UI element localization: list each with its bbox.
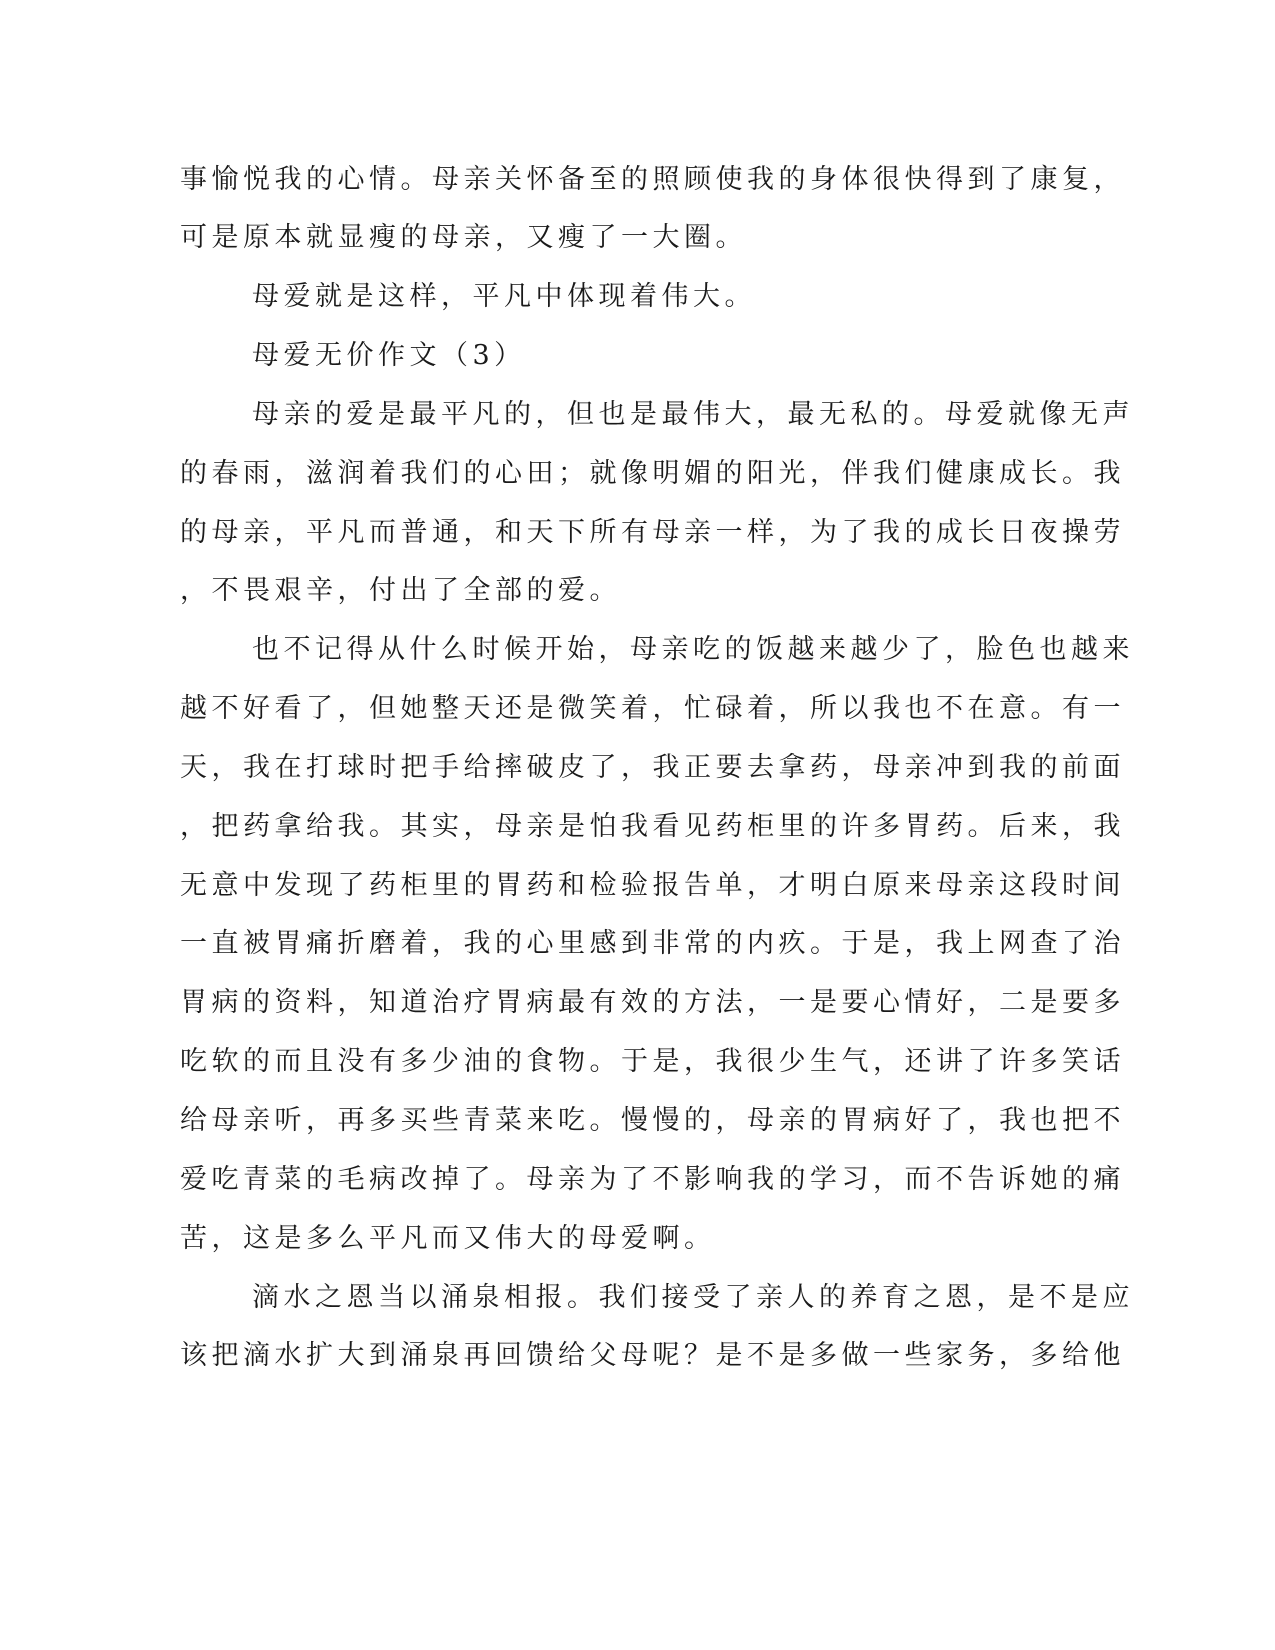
- text-line: 可是原本就显瘦的母亲，又瘦了一大圈。: [180, 222, 747, 253]
- text-line: 母亲的爱是最平凡的，但也是最伟大，最无私的。母爱就像无声: [252, 399, 1134, 430]
- text-line: 母爱就是这样，平凡中体现着伟大。: [252, 281, 756, 312]
- section-heading: 母爱无价作文（3）: [252, 340, 526, 371]
- text-line: 的春雨，滋润着我们的心田；就像明媚的阳光，伴我们健康成长。我: [180, 458, 1125, 489]
- text-line: ，不畏艰辛，付出了全部的爱。: [180, 575, 621, 606]
- text-line: 爱吃青菜的毛病改掉了。母亲为了不影响我的学习，而不告诉她的痛: [180, 1164, 1125, 1195]
- text-line: 无意中发现了药柜里的胃药和检验报告单，才明白原来母亲这段时间: [180, 870, 1125, 901]
- text-line: 该把滴水扩大到涌泉再回馈给父母呢？是不是多做一些家务，多给他: [180, 1340, 1125, 1371]
- text-line: ，把药拿给我。其实，母亲是怕我看见药柜里的许多胃药。后来，我: [180, 811, 1125, 842]
- text-line: 滴水之恩当以涌泉相报。我们接受了亲人的养育之恩，是不是应: [252, 1282, 1134, 1313]
- text-line: 天，我在打球时把手给摔破皮了，我正要去拿药，母亲冲到我的前面: [180, 752, 1125, 783]
- text-line: 给母亲听，再多买些青菜来吃。慢慢的，母亲的胃病好了，我也把不: [180, 1105, 1125, 1136]
- text-line: 吃软的而且没有多少油的食物。于是，我很少生气，还讲了许多笑话: [180, 1046, 1125, 1077]
- text-line: 的母亲，平凡而普通，和天下所有母亲一样，为了我的成长日夜操劳: [180, 517, 1125, 548]
- text-line: 胃病的资料，知道治疗胃病最有效的方法，一是要心情好，二是要多: [180, 987, 1125, 1018]
- text-line: 也不记得从什么时候开始，母亲吃的饭越来越少了，脸色也越来: [252, 634, 1134, 665]
- text-line: 苦，这是多么平凡而又伟大的母爱啊。: [180, 1223, 716, 1254]
- text-line: 越不好看了，但她整天还是微笑着，忙碌着，所以我也不在意。有一: [180, 693, 1125, 724]
- text-line: 一直被胃痛折磨着，我的心里感到非常的内疚。于是，我上网查了治: [180, 928, 1125, 959]
- text-line: 事愉悦我的心情。母亲关怀备至的照顾使我的身体很快得到了康复，: [180, 164, 1125, 195]
